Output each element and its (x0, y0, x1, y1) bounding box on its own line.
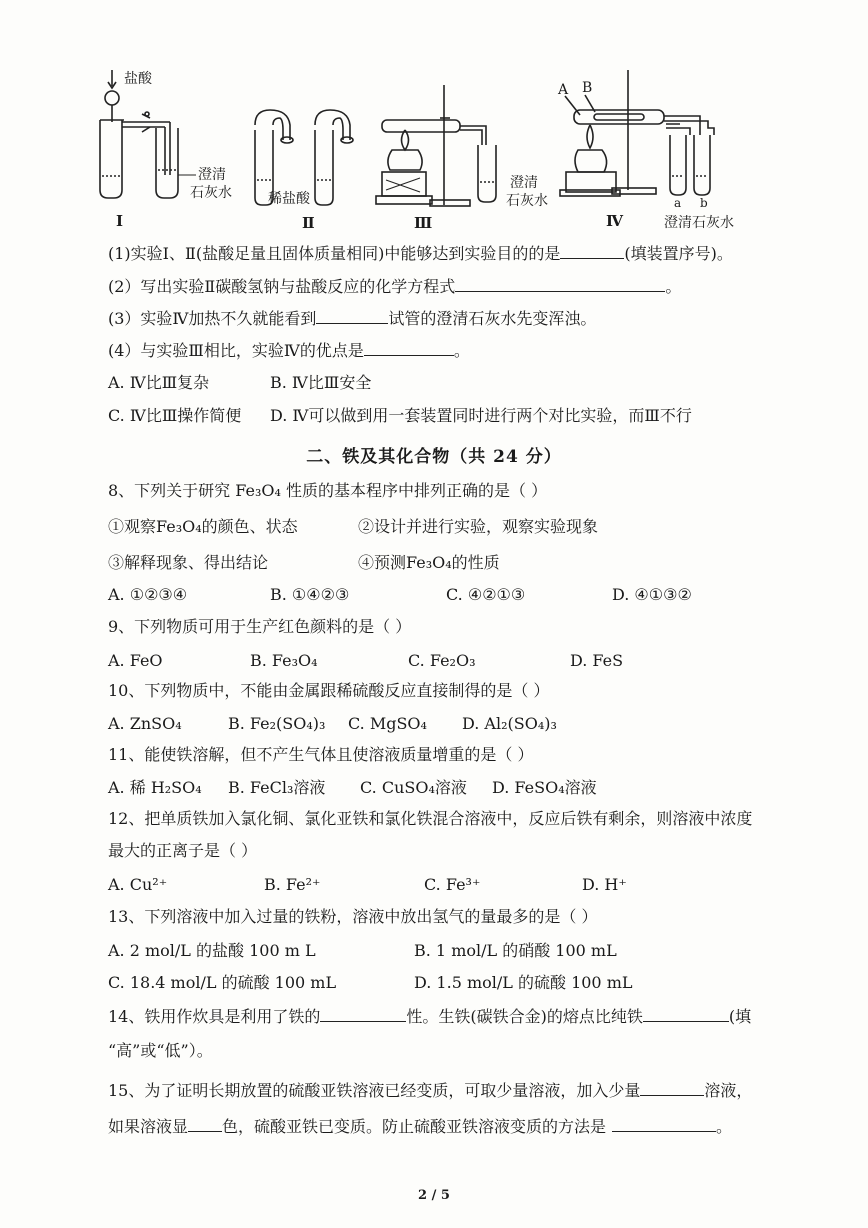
question-10-option-b: B. Fe₂(SO₄)₃ (228, 714, 326, 733)
question-11-option-d: D. FeSO₄溶液 (492, 778, 597, 797)
question-12-stem-1: 12、把单质铁加入氯化铜、氯化亚铁和氯化铁混合溶液中，反应后铁有剩余，则溶液中浓度 (108, 809, 753, 828)
question-10-option-a: A. ZnSO₄ (108, 714, 182, 733)
answer-blank[interactable] (560, 244, 624, 259)
question-11-stem: 11、能使铁溶解，但不产生气体且使溶液质量增重的是（ ） (108, 745, 534, 764)
question-14-line-1: 14、铁用作炊具是利用了铁的 性。生铁(碳铁合金)的熔点比纯铁 (填 (108, 1007, 752, 1026)
apparatus-label-a: A (558, 82, 569, 98)
limewater-label-4: 澄清石灰水 (664, 215, 734, 231)
question-12-option-b: B. Fe²⁺ (264, 875, 321, 894)
question-9-option-c: C. Fe₂O₃ (408, 651, 476, 670)
answer-blank[interactable] (643, 1007, 729, 1022)
limewater-label-3b: 石灰水 (506, 193, 548, 209)
question-10-option-c: C. MgSO₄ (348, 714, 427, 733)
apparatus-label-iv: Ⅳ (606, 212, 624, 230)
question-8-option-a: A. ①②③④ (108, 585, 188, 604)
limewater-label-3a: 澄清 (510, 175, 538, 191)
answer-blank[interactable] (455, 277, 665, 292)
question-8-step-2: ②设计并进行实验，观察实验现象 (358, 517, 599, 536)
answer-blank[interactable] (364, 341, 454, 356)
question-10-stem: 10、下列物质中，不能由金属跟稀硫酸反应直接制得的是（ ） (108, 681, 550, 700)
question-8-option-c: C. ④②①③ (446, 585, 526, 604)
page-number: 2 / 5 (418, 1188, 450, 1203)
dilute-hcl-label: 稀盐酸 (268, 191, 310, 207)
apparatus-label-ii: Ⅱ (302, 214, 315, 232)
question-4-option-d: D. Ⅳ可以做到用一套装置同时进行两个对比实验，而Ⅲ不行 (270, 406, 692, 425)
apparatus-label-iii: Ⅲ (414, 214, 433, 232)
question-13-option-b: B. 1 mol/L 的硝酸 100 mL (414, 941, 617, 960)
question-15-line-1: 15、为了证明长期放置的硫酸亚铁溶液已经变质，可取少量溶液，加入少量 溶液， (108, 1081, 753, 1100)
hcl-label: 盐酸 (124, 71, 152, 87)
apparatus-label-b: B (582, 80, 593, 96)
question-13-stem: 13、下列溶液中加入过量的铁粉，溶液中放出氢气的量最多的是（ ） (108, 907, 598, 926)
question-4-option-b: B. Ⅳ比Ⅲ安全 (270, 373, 372, 392)
question-8-option-d: D. ④①③② (612, 585, 692, 604)
question-1: (1)实验Ⅰ、Ⅱ(盐酸足量且固体质量相同)中能够达到实验目的的是 (填装置序号)。 (108, 244, 733, 263)
section-title: 二、铁及其化合物（共 24 分） (306, 447, 562, 467)
question-12-option-a: A. Cu²⁺ (108, 875, 168, 894)
answer-blank[interactable] (320, 1007, 406, 1022)
question-3: (3）实验Ⅳ加热不久就能看到 试管的澄清石灰水先变浑浊。 (108, 309, 597, 328)
question-11-option-c: C. CuSO₄溶液 (360, 778, 467, 797)
question-9-option-a: A. FeO (108, 651, 163, 670)
apparatus-label-i: Ⅰ (116, 212, 124, 230)
question-11-option-b: B. FeCl₃溶液 (228, 778, 326, 797)
question-8-step-1: ①观察Fe₃O₄的颜色、状态 (108, 517, 298, 536)
question-8-stem: 8、下列关于研究 Fe₃O₄ 性质的基本程序中排列正确的是（ ） (108, 481, 548, 500)
question-11-option-a: A. 稀 H₂SO₄ (108, 778, 202, 797)
question-13-option-d: D. 1.5 mol/L 的硫酸 100 mL (414, 973, 633, 992)
question-13-option-a: A. 2 mol/L 的盐酸 100 m L (108, 941, 316, 960)
question-13-option-c: C. 18.4 mol/L 的硫酸 100 mL (108, 973, 337, 992)
question-14-line-2: “高”或“低”）。 (108, 1041, 213, 1060)
question-4-option-c: C. Ⅳ比Ⅲ操作简便 (108, 406, 242, 425)
apparatus-3-drawing (376, 85, 496, 206)
question-9-option-b: B. Fe₃O₄ (250, 651, 318, 670)
question-15-line-2: 如果溶液显 色，硫酸亚铁已变质。防止硫酸亚铁溶液变质的方法是 。 (108, 1117, 733, 1136)
tube-label-b: b (700, 196, 708, 210)
question-12-stem-2: 最大的正离子是（ ） (108, 841, 258, 860)
question-8-step-4: ④预测Fe₃O₄的性质 (358, 553, 500, 572)
question-2: (2）写出实验Ⅱ碳酸氢钠与盐酸反应的化学方程式 。 (108, 277, 682, 296)
question-4-option-a: A. Ⅳ比Ⅲ复杂 (108, 373, 210, 392)
question-4: (4）与实验Ⅲ相比，实验Ⅳ的优点是 。 (108, 341, 470, 360)
question-12-option-c: C. Fe³⁺ (424, 875, 481, 894)
limewater-label-1a: 澄清 (198, 167, 226, 183)
limewater-label-1b: 石灰水 (190, 185, 232, 201)
apparatus-1-drawing (100, 70, 196, 198)
answer-blank[interactable] (316, 309, 388, 324)
tube-label-a: a (674, 196, 682, 210)
apparatus-drawings (0, 0, 868, 240)
answer-blank[interactable] (188, 1117, 222, 1132)
question-9-option-d: D. FeS (570, 651, 624, 670)
question-8-step-3: ③解释现象、得出结论 (108, 553, 269, 572)
question-10-option-d: D. Al₂(SO₄)₃ (462, 714, 557, 733)
answer-blank[interactable] (612, 1117, 716, 1132)
question-8-option-b: B. ①④②③ (270, 585, 350, 604)
answer-blank[interactable] (640, 1081, 704, 1096)
question-12-option-d: D. H⁺ (582, 875, 627, 894)
question-9-stem: 9、下列物质可用于生产红色颜料的是（ ） (108, 617, 412, 636)
